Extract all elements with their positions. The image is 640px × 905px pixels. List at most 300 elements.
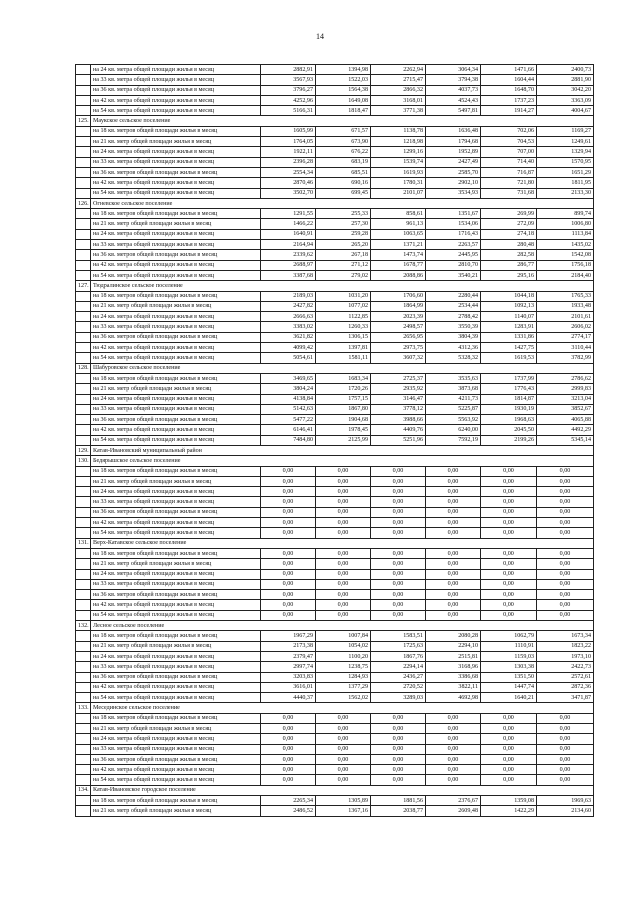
table-row (76, 332, 594, 342)
value-cell: 2997,74 (261, 662, 316, 672)
row-label: на 42 кв. метра общей площади жилья в месяц (91, 95, 261, 105)
value-cell: 1757,15 (316, 394, 371, 404)
value-cell: 2866,32 (371, 85, 426, 95)
value-cell: 1864,99 (371, 301, 426, 311)
value-cell: 0,00 (537, 518, 594, 528)
table-row (76, 229, 594, 239)
value-cell: 4312,36 (426, 343, 481, 353)
row-index-cell (76, 466, 91, 476)
value-cell: 0,00 (316, 744, 371, 754)
value-cell: 0,00 (426, 497, 481, 507)
value-cell: 1605,99 (261, 126, 316, 136)
row-label: на 54 кв. метра общей площади жилья в месяц (91, 435, 261, 445)
value-cell: 1811,95 (537, 178, 594, 188)
value-cell: 1604,44 (481, 75, 537, 85)
value-cell: 286,77 (481, 260, 537, 270)
value-cell: 685,51 (316, 167, 371, 177)
row-label: на 36 кв. метров общей площади жилья в месяц (91, 754, 261, 764)
section-row (76, 281, 594, 291)
table-row (76, 95, 594, 105)
row-index-cell (76, 75, 91, 85)
value-cell: 0,00 (371, 744, 426, 754)
value-cell: 3289,03 (371, 693, 426, 703)
value-cell: 0,00 (426, 724, 481, 734)
value-cell: 0,00 (371, 734, 426, 744)
value-cell: 0,00 (481, 476, 537, 486)
row-label: на 24 кв. метра общей площади жилья в месяц (91, 312, 261, 322)
value-cell: 0,00 (261, 765, 316, 775)
row-label: на 21 кв. метр общей площади жилья в месяц (91, 476, 261, 486)
table-row (76, 744, 594, 754)
value-cell: 271,12 (316, 260, 371, 270)
value-cell: 3535,63 (426, 373, 481, 383)
value-cell: 1867,80 (316, 404, 371, 414)
value-cell: 6240,00 (426, 425, 481, 435)
value-cell: 3540,21 (426, 270, 481, 280)
row-label: на 54 кв. метра общей площади жилья в месяц (91, 693, 261, 703)
value-cell: 2023,39 (371, 312, 426, 322)
value-cell: 0,00 (426, 754, 481, 764)
value-cell: 282,58 (481, 250, 537, 260)
value-cell: 1794,68 (426, 137, 481, 147)
value-cell: 0,00 (316, 579, 371, 589)
value-cell: 961,13 (371, 219, 426, 229)
section-title: Бедярышское сельское поселение (91, 456, 594, 466)
value-cell: 2263,57 (426, 240, 481, 250)
row-index-cell (76, 548, 91, 558)
row-index-cell (76, 497, 91, 507)
value-cell: 3203,83 (261, 672, 316, 682)
value-cell: 2498,57 (371, 322, 426, 332)
value-cell: 0,00 (426, 476, 481, 486)
value-cell: 1006,80 (537, 219, 594, 229)
value-cell: 0,00 (316, 497, 371, 507)
row-index-cell (76, 260, 91, 270)
value-cell: 4409,76 (371, 425, 426, 435)
value-cell: 1351,50 (481, 672, 537, 682)
table-row (76, 137, 594, 147)
value-cell: 0,00 (371, 487, 426, 497)
value-cell: 4065,88 (537, 415, 594, 425)
row-index-cell (76, 229, 91, 239)
value-cell: 1522,03 (316, 75, 371, 85)
value-cell: 0,00 (371, 497, 426, 507)
row-index-cell (76, 425, 91, 435)
value-cell: 1756,18 (537, 260, 594, 270)
value-cell: 1218,98 (371, 137, 426, 147)
value-cell: 0,00 (481, 518, 537, 528)
value-cell: 1397,81 (316, 343, 371, 353)
row-index-cell (76, 487, 91, 497)
value-cell: 0,00 (426, 734, 481, 744)
value-cell: 3363,09 (537, 95, 594, 105)
row-index-cell (76, 394, 91, 404)
value-cell: 3804,39 (426, 332, 481, 342)
value-cell: 1780,31 (371, 178, 426, 188)
row-label: на 33 кв. метра общей площади жилья в месяц (91, 662, 261, 672)
value-cell: 0,00 (316, 528, 371, 538)
value-cell: 0,00 (371, 476, 426, 486)
value-cell: 2134,60 (537, 806, 594, 816)
value-cell: 858,61 (371, 209, 426, 219)
value-cell: 269,99 (481, 209, 537, 219)
value-cell: 0,00 (261, 734, 316, 744)
section-title: Лесное сельское поселение (91, 621, 594, 631)
value-cell: 5142,63 (261, 404, 316, 414)
value-cell: 704,53 (481, 137, 537, 147)
value-cell: 0,00 (316, 590, 371, 600)
value-cell: 0,00 (537, 744, 594, 754)
value-cell: 3822,11 (426, 682, 481, 692)
value-cell: 2422,73 (537, 662, 594, 672)
row-label: на 33 кв. метра общей площади жилья в месяц (91, 579, 261, 589)
value-cell: 0,00 (371, 466, 426, 476)
value-cell: 1581,11 (316, 353, 371, 363)
row-index-cell (76, 301, 91, 311)
table-row (76, 322, 594, 332)
value-cell: 279,02 (316, 270, 371, 280)
value-cell: 1466,22 (261, 219, 316, 229)
value-cell: 0,00 (371, 765, 426, 775)
value-cell: 0,00 (261, 476, 316, 486)
value-cell: 0,00 (371, 518, 426, 528)
value-cell: 0,00 (316, 765, 371, 775)
table-row (76, 178, 594, 188)
value-cell: 2133,30 (537, 188, 594, 198)
value-cell: 1303,38 (481, 662, 537, 672)
value-cell: 2294,10 (426, 641, 481, 651)
value-cell: 0,00 (537, 569, 594, 579)
value-cell: 0,00 (261, 487, 316, 497)
row-label: на 24 кв. метра общей площади жилья в месяц (91, 487, 261, 497)
value-cell: 731,68 (481, 188, 537, 198)
value-cell: 0,00 (537, 476, 594, 486)
value-cell: 0,00 (537, 610, 594, 620)
value-cell: 1092,13 (481, 301, 537, 311)
value-cell: 1969,63 (537, 796, 594, 806)
value-cell: 0,00 (537, 466, 594, 476)
row-label: на 54 кв. метра общей площади жилья в месяц (91, 270, 261, 280)
row-label: на 18 кв. метров общей площади жилья в месяц (91, 291, 261, 301)
value-cell: 3988,66 (371, 415, 426, 425)
value-cell: 3794,38 (426, 75, 481, 85)
row-label: на 18 кв. метров общей площади жилья в месяц (91, 713, 261, 723)
section-number: 127. (76, 281, 91, 291)
value-cell: 5251,96 (371, 435, 426, 445)
value-cell: 0,00 (537, 754, 594, 764)
value-cell: 1291,55 (261, 209, 316, 219)
value-cell: 1542,08 (537, 250, 594, 260)
value-cell: 0,00 (537, 775, 594, 785)
value-cell: 0,00 (481, 724, 537, 734)
value-cell: 0,00 (371, 713, 426, 723)
section-row (76, 116, 594, 126)
value-cell: 0,00 (481, 528, 537, 538)
value-cell: 3502,70 (261, 188, 316, 198)
value-cell: 4524,43 (426, 95, 481, 105)
section-row (76, 785, 594, 795)
table-row (76, 610, 594, 620)
value-cell: 2935,92 (371, 384, 426, 394)
value-cell: 0,00 (537, 713, 594, 723)
value-cell: 1814,87 (481, 394, 537, 404)
row-index-cell (76, 518, 91, 528)
value-cell: 0,00 (481, 497, 537, 507)
table-row (76, 672, 594, 682)
value-cell: 0,00 (261, 744, 316, 754)
table-row (76, 713, 594, 723)
value-cell: 1284,93 (316, 672, 371, 682)
value-cell: 255,33 (316, 209, 371, 219)
section-title: Маукское сельское поселение (91, 116, 594, 126)
value-cell: 1371,21 (371, 240, 426, 250)
value-cell: 2973,75 (371, 343, 426, 353)
table-row (76, 548, 594, 558)
value-cell: 0,00 (537, 765, 594, 775)
value-cell: 0,00 (481, 765, 537, 775)
row-label: на 36 кв. метров общей площади жилья в месяц (91, 590, 261, 600)
value-cell: 1359,08 (481, 796, 537, 806)
row-index-cell (76, 682, 91, 692)
value-cell: 0,00 (481, 590, 537, 600)
tariff-table (75, 64, 594, 817)
row-label: на 42 кв. метра общей площади жилья в месяц (91, 260, 261, 270)
table-row (76, 724, 594, 734)
row-index-cell (76, 775, 91, 785)
value-cell: 1238,75 (316, 662, 371, 672)
value-cell: 2339,62 (261, 250, 316, 260)
value-cell: 702,06 (481, 126, 537, 136)
row-label: на 36 кв. метров общей площади жилья в месяц (91, 250, 261, 260)
section-title: Шабуровское сельское поселение (91, 363, 594, 373)
row-label: на 36 кв. метра общей площади жилья в месяц (91, 85, 261, 95)
value-cell: 259,28 (316, 229, 371, 239)
value-cell: 3873,68 (426, 384, 481, 394)
row-label: на 24 кв. метра общей площади жилья в месяц (91, 651, 261, 661)
value-cell: 1651,29 (537, 167, 594, 177)
value-cell: 0,00 (481, 579, 537, 589)
value-cell: 1640,21 (481, 693, 537, 703)
table-row (76, 106, 594, 116)
value-cell: 2870,46 (261, 178, 316, 188)
value-cell: 2666,63 (261, 312, 316, 322)
section-row (76, 703, 594, 713)
value-cell: 1914,27 (481, 106, 537, 116)
table-row (76, 219, 594, 229)
value-cell: 714,40 (481, 157, 537, 167)
value-cell: 1138,78 (371, 126, 426, 136)
section-title: Катав-Ивановское городское поселение (91, 785, 594, 795)
table-row (76, 343, 594, 353)
value-cell: 0,00 (316, 754, 371, 764)
table-body (76, 65, 594, 817)
value-cell: 676,22 (316, 147, 371, 157)
value-cell: 0,00 (426, 775, 481, 785)
section-title: Огневское сельское поселение (91, 198, 594, 208)
value-cell: 2715,47 (371, 75, 426, 85)
row-index-cell (76, 579, 91, 589)
value-cell: 1968,63 (481, 415, 537, 425)
value-cell: 0,00 (316, 724, 371, 734)
table-row (76, 631, 594, 641)
table-row (76, 250, 594, 260)
value-cell: 0,00 (261, 579, 316, 589)
table-row (76, 796, 594, 806)
value-cell: 267,18 (316, 250, 371, 260)
row-index-cell (76, 95, 91, 105)
row-index-cell (76, 178, 91, 188)
table-row (76, 404, 594, 414)
row-label: на 18 кв. метров общей площади жилья в месяц (91, 631, 261, 641)
value-cell: 5345,14 (537, 435, 594, 445)
value-cell: 2199,26 (481, 435, 537, 445)
value-cell: 3469,65 (261, 373, 316, 383)
value-cell: 0,00 (426, 559, 481, 569)
value-cell: 1640,91 (261, 229, 316, 239)
value-cell: 0,00 (481, 744, 537, 754)
table-row (76, 559, 594, 569)
row-index-cell (76, 693, 91, 703)
table-row (76, 590, 594, 600)
value-cell: 2080,28 (426, 631, 481, 641)
section-number: 129. (76, 445, 91, 455)
value-cell: 4004,67 (537, 106, 594, 116)
value-cell: 716,87 (481, 167, 537, 177)
row-label: на 18 кв. метров общей площади жилья в месяц (91, 126, 261, 136)
row-label: на 54 кв. метра общей площади жилья в месяц (91, 610, 261, 620)
value-cell: 1564,38 (316, 85, 371, 95)
row-label: на 24 кв. метра общей площади жилья в месяц (91, 147, 261, 157)
value-cell: 3782,99 (537, 353, 594, 363)
value-cell: 0,00 (481, 569, 537, 579)
value-cell: 0,00 (316, 559, 371, 569)
value-cell: 5225,87 (426, 404, 481, 414)
value-cell: 3168,01 (371, 95, 426, 105)
row-index-cell (76, 291, 91, 301)
table-row (76, 312, 594, 322)
value-cell: 3771,38 (371, 106, 426, 116)
value-cell: 0,00 (316, 610, 371, 620)
row-label: на 54 кв. метра общей площади жилья в месяц (91, 775, 261, 785)
value-cell: 3383,02 (261, 322, 316, 332)
table-row (76, 682, 594, 692)
value-cell: 265,20 (316, 240, 371, 250)
row-label: на 36 кв. метров общей площади жилья в месяц (91, 415, 261, 425)
value-cell: 2400,73 (537, 65, 594, 75)
value-cell: 2427,49 (426, 157, 481, 167)
value-cell: 0,00 (481, 548, 537, 558)
value-cell: 2609,48 (426, 806, 481, 816)
table-row (76, 384, 594, 394)
value-cell: 4492,29 (537, 425, 594, 435)
row-index-cell (76, 734, 91, 744)
table-row (76, 188, 594, 198)
value-cell: 2786,62 (537, 373, 594, 383)
value-cell: 0,00 (481, 487, 537, 497)
value-cell: 0,00 (261, 548, 316, 558)
value-cell: 2902,10 (426, 178, 481, 188)
value-cell: 0,00 (316, 487, 371, 497)
row-label: на 36 кв. метров общей площади жилья в месяц (91, 332, 261, 342)
value-cell: 1967,29 (261, 631, 316, 641)
row-label: на 36 кв. метров общей площади жилья в месяц (91, 672, 261, 682)
value-cell: 0,00 (426, 569, 481, 579)
row-index-cell (76, 672, 91, 682)
value-cell: 0,00 (481, 559, 537, 569)
value-cell: 0,00 (316, 507, 371, 517)
row-label: на 54 кв. метра общей площади жилья в месяц (91, 528, 261, 538)
value-cell: 2038,77 (371, 806, 426, 816)
value-cell: 257,30 (316, 219, 371, 229)
value-cell: 690,16 (316, 178, 371, 188)
value-cell: 1619,53 (481, 353, 537, 363)
value-cell: 1678,77 (371, 260, 426, 270)
row-label: на 54 кв. метра общей площади жилья в месяц (91, 106, 261, 116)
row-index-cell (76, 765, 91, 775)
row-index-cell (76, 641, 91, 651)
value-cell: 0,00 (316, 713, 371, 723)
value-cell: 1867,76 (371, 651, 426, 661)
section-row (76, 198, 594, 208)
value-cell: 1716,43 (426, 229, 481, 239)
table-row (76, 291, 594, 301)
value-cell: 0,00 (371, 775, 426, 785)
row-label: на 33 кв. метра общей площади жилья в месяц (91, 240, 261, 250)
value-cell: 2396,28 (261, 157, 316, 167)
value-cell: 3386,68 (426, 672, 481, 682)
row-label: на 42 кв. метра общей площади жилья в месяц (91, 765, 261, 775)
value-cell: 1435,02 (537, 240, 594, 250)
value-cell: 2125,99 (316, 435, 371, 445)
value-cell: 4252,96 (261, 95, 316, 105)
row-index-cell (76, 85, 91, 95)
value-cell: 2101,07 (371, 188, 426, 198)
row-label: на 24 кв. метра общей площади жилья в месяц (91, 65, 261, 75)
value-cell: 1394,98 (316, 65, 371, 75)
section-row (76, 621, 594, 631)
value-cell: 2656,95 (371, 332, 426, 342)
table-row (76, 734, 594, 744)
value-cell: 0,00 (371, 559, 426, 569)
value-cell: 0,00 (537, 548, 594, 558)
value-cell: 4211,73 (426, 394, 481, 404)
row-index-cell (76, 373, 91, 383)
value-cell: 0,00 (481, 610, 537, 620)
value-cell: 0,00 (481, 734, 537, 744)
value-cell: 3168,96 (426, 662, 481, 672)
value-cell: 2184,40 (537, 270, 594, 280)
section-number: 128. (76, 363, 91, 373)
value-cell: 2164,94 (261, 240, 316, 250)
row-index-cell (76, 137, 91, 147)
value-cell: 1113,84 (537, 229, 594, 239)
value-cell: 2262,94 (371, 65, 426, 75)
row-label: на 33 кв. метра общей площади жилья в месяц (91, 157, 261, 167)
value-cell: 1930,19 (481, 404, 537, 414)
row-label: на 33 кв. метра общей площади жилья в месяц (91, 744, 261, 754)
value-cell: 4037,73 (426, 85, 481, 95)
row-label: на 21 кв. метр общей площади жилья в месяц (91, 724, 261, 734)
value-cell: 0,00 (481, 600, 537, 610)
row-index-cell (76, 65, 91, 75)
value-cell: 0,00 (481, 713, 537, 723)
table-row (76, 651, 594, 661)
row-index-cell (76, 415, 91, 425)
value-cell: 0,00 (426, 548, 481, 558)
table-row (76, 167, 594, 177)
value-cell: 0,00 (261, 497, 316, 507)
section-number: 134. (76, 785, 91, 795)
